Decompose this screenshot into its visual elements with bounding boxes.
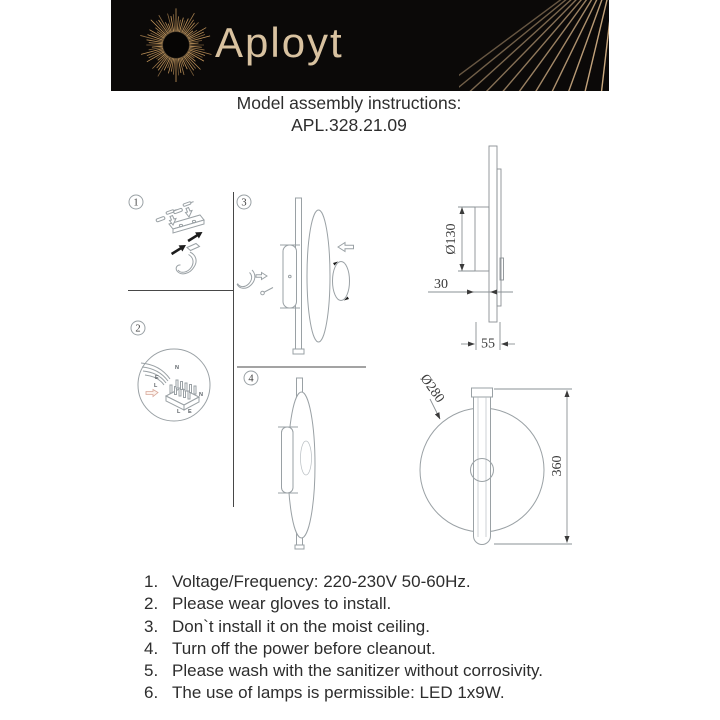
divider-lines: [128, 192, 366, 507]
step-3-diagram: [237, 195, 354, 354]
list-item: [144, 682, 543, 704]
step-number: 3: [241, 197, 247, 209]
dimension-label-height-360: 360: [550, 455, 565, 477]
item-text: Please wear gloves to install.: [172, 594, 392, 614]
dimension-label-width-55: 55: [481, 336, 495, 352]
item-text: Please wash with the sanitizer without corrosivity.: [172, 661, 544, 681]
item-number: 5.: [144, 661, 159, 681]
step-1-diagram: [129, 195, 204, 274]
dimension-label-depth-30: 30: [434, 277, 448, 292]
side-view-dimension-drawing: [428, 146, 515, 352]
item-number: 2.: [144, 594, 159, 614]
dimension-label-diameter-130: Ø130: [444, 223, 459, 255]
step-4-diagram: [244, 371, 315, 549]
list-item: [144, 638, 543, 660]
list-item: [144, 593, 543, 615]
title-line-1: Model assembly instructions:: [236, 93, 462, 113]
item-text: The use of lamps is permissible: LED 1x9W.: [172, 683, 505, 703]
model-number: APL.328.21.09: [291, 114, 407, 135]
wiring-label-e: E: [155, 375, 159, 381]
front-view-dimension-drawing: [417, 372, 572, 545]
item-number: 3.: [144, 616, 159, 636]
wiring-label-e: E: [188, 409, 192, 415]
list-item: [144, 660, 543, 682]
list-item: [144, 571, 543, 593]
list-item: [144, 616, 543, 638]
item-text: Voltage/Frequency: 220-230V 50-60Hz.: [172, 572, 471, 591]
item-text: Turn off the power before cleanout.: [172, 638, 436, 658]
item-number: 4.: [144, 638, 159, 658]
item-number: 6.: [144, 683, 159, 703]
step-number: 2: [135, 323, 141, 335]
item-text: Don`t install it on the moist ceiling.: [172, 616, 430, 636]
wiring-label-l: L: [177, 409, 181, 415]
brand-name: Aployt: [215, 18, 344, 66]
wiring-label-n: N: [199, 392, 203, 398]
diffuser-disc: [307, 210, 330, 342]
step-number: 1: [133, 197, 139, 209]
item-number: 1.: [144, 572, 159, 591]
wiring-label-l: L: [154, 383, 158, 389]
step-number: 4: [248, 373, 254, 385]
step-2-diagram: [131, 321, 210, 421]
wiring-diagram: [138, 349, 210, 421]
dimension-label-diameter-280: Ø280: [416, 371, 447, 406]
instruction-list: [144, 571, 543, 705]
wiring-label-n: N: [175, 365, 179, 371]
